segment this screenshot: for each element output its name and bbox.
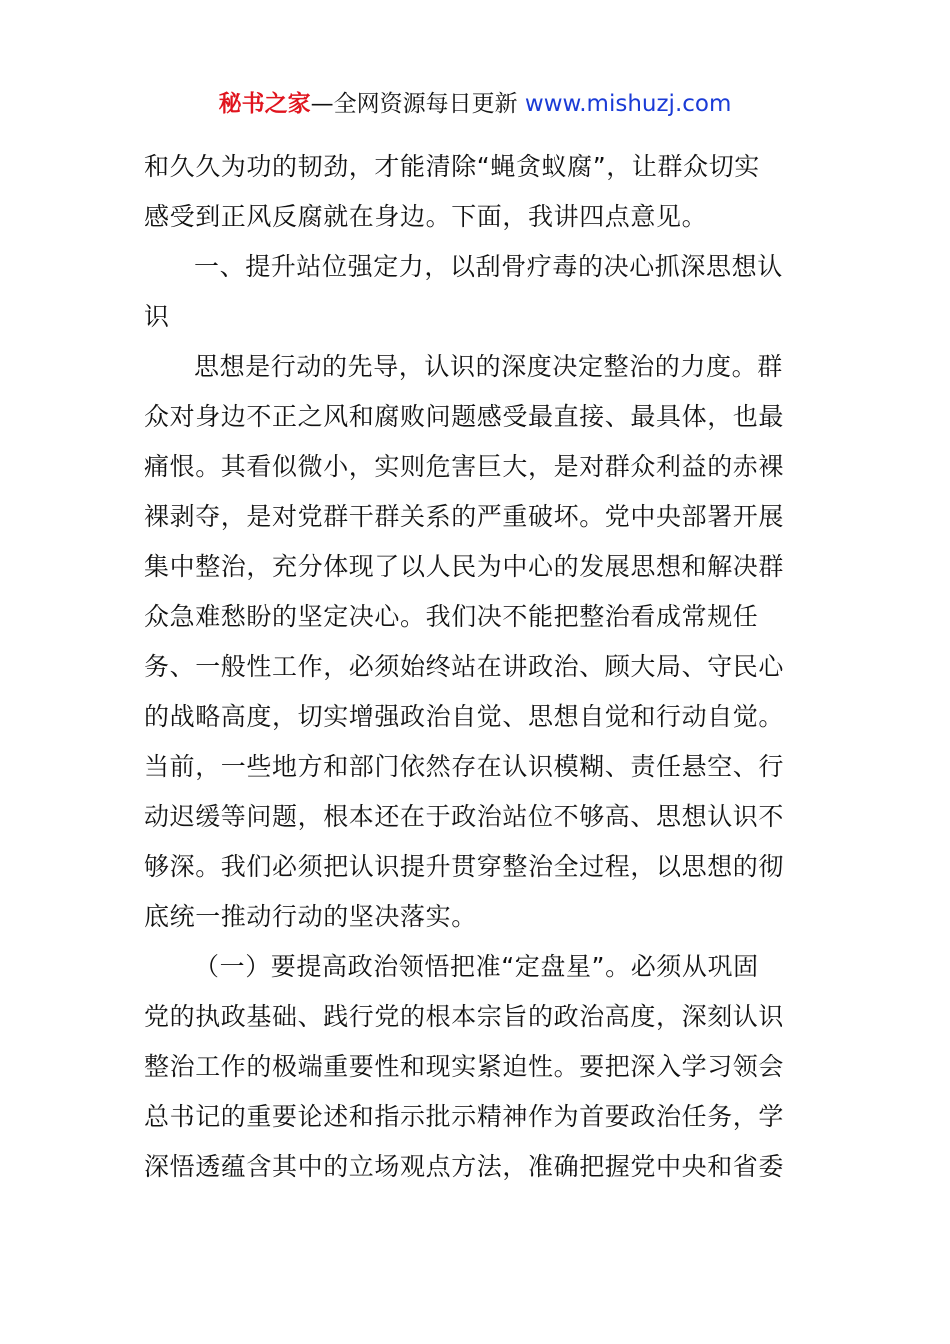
text-line: 党的执政基础、践行党的根本宗旨的政治高度，深刻认识 [144,1002,785,1031]
text-line: 够深。我们必须把认识提升贯穿整治全过程，以思想的彻 [144,852,785,881]
text-line: 深悟透蕴含其中的立场观点方法，准确把握党中央和省委 [144,1152,785,1181]
text-line: 集中整治，充分体现了以人民为中心的发展思想和解决群 [144,552,785,581]
text-line: 总书记的重要论述和指示批示精神作为首要政治任务，学 [144,1102,785,1131]
header-brand: 秘书之家 [218,91,311,117]
text-line: 底统一推动行动的坚决落实。 [144,902,477,931]
page-header [0,86,950,122]
section-heading-line: 识 [144,302,170,331]
text-line: 整治工作的极端重要性和现实紧迫性。要把深入学习领会 [144,1052,785,1081]
document-body [144,142,808,1192]
text-line: 众急难愁盼的坚定决心。我们决不能把整治看成常规任 [144,602,759,631]
text-line: 痛恨。其看似微小，实则危害巨大，是对群众利益的赤裸 [144,452,785,481]
text-line: 的战略高度，切实增强政治自觉、思想自觉和行动自觉。 [144,702,785,731]
header-tagline: —全网资源每日更新 [310,91,525,117]
text-line: 务、一般性工作，必须始终站在讲政治、顾大局、守民心 [144,652,785,681]
subsection-line: （一）要提高政治领悟把准“定盘星”。必须从巩固 [194,952,759,981]
text-line: 裸剥夺，是对党群干群关系的严重破坏。党中央部署开展 [144,502,785,531]
text-line: 感受到正风反腐就在身边。下面，我讲四点意见。 [144,202,708,231]
section-heading-line: 一、提升站位强定力，以刮骨疗毒的决心抓深思想认 [194,252,783,281]
text-line: 当前，一些地方和部门依然存在认识模糊、责任悬空、行 [144,752,785,781]
header-url-link[interactable]: www.mishuzj.com [524,91,732,117]
text-line: 思想是行动的先导，认识的深度决定整治的力度。群 [194,352,783,381]
text-line: 众对身边不正之风和腐败问题感受最直接、最具体，也最 [144,402,785,431]
text-line: 动迟缓等问题，根本还在于政治站位不够高、思想认识不 [144,802,785,831]
text-line: 和久久为功的韧劲，才能清除“蝇贪蚁腐”，让群众切实 [144,152,760,181]
